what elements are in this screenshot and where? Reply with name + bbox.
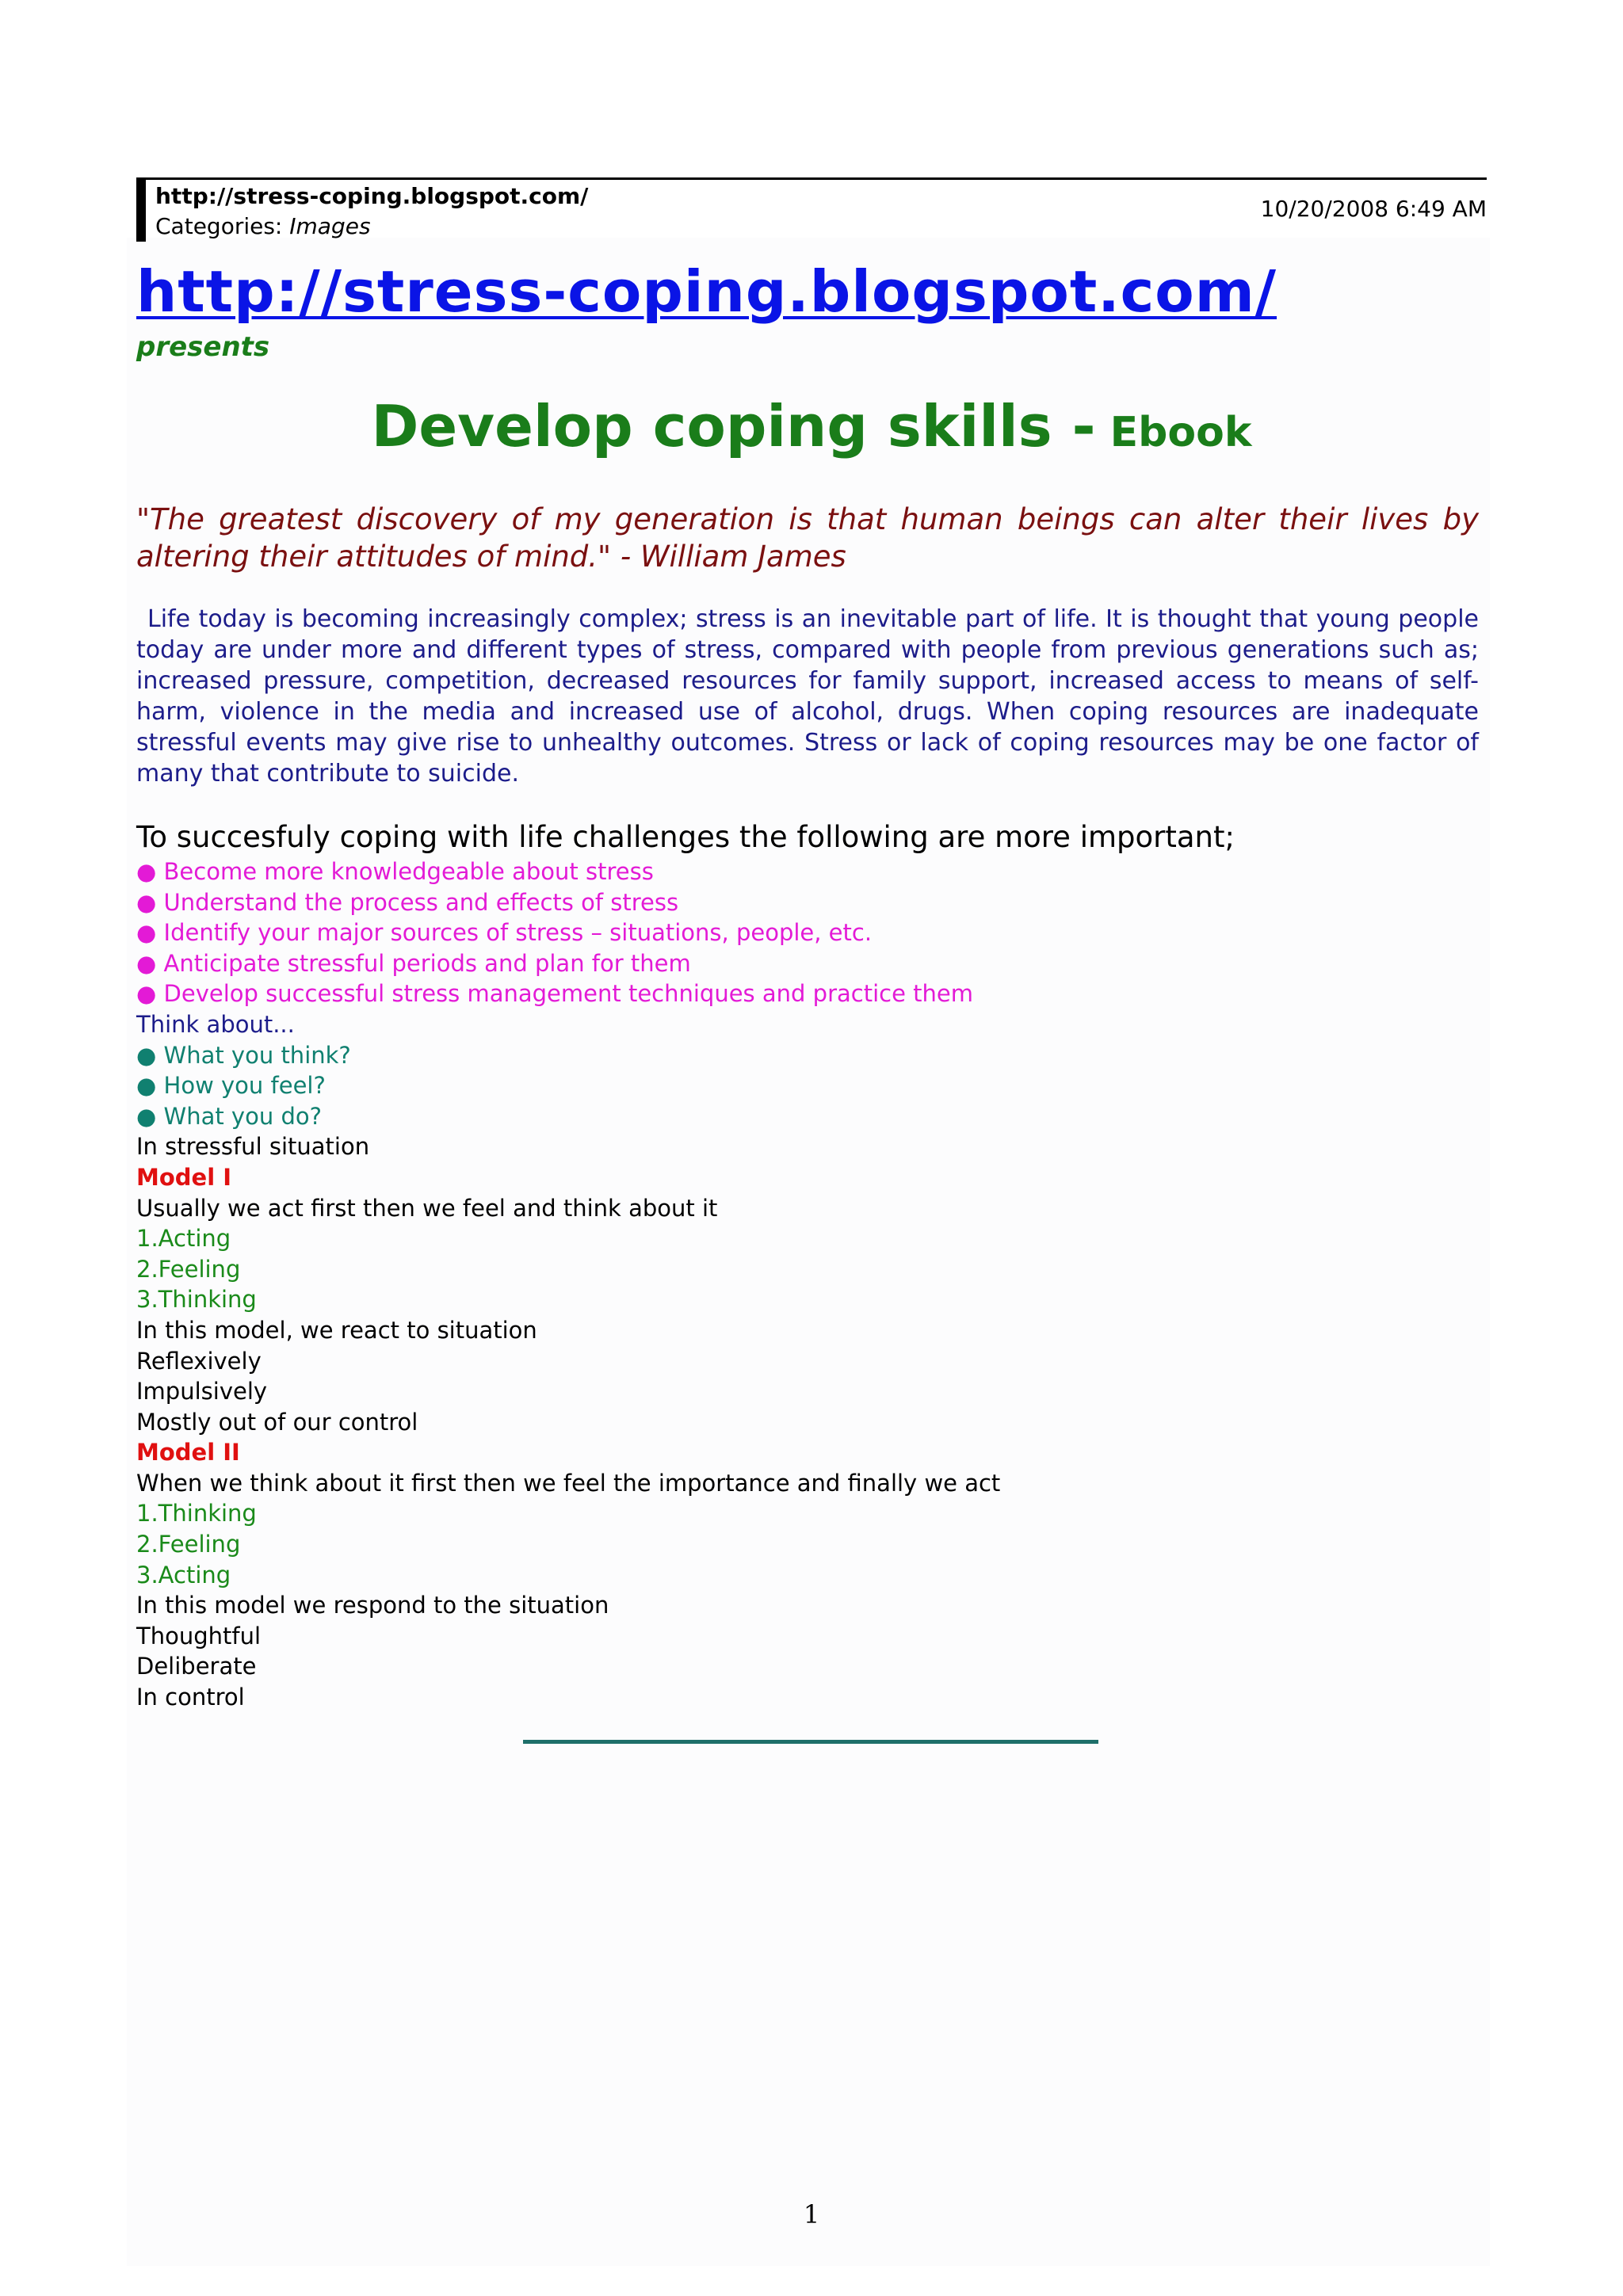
list-item: ● How you feel?	[136, 1072, 326, 1100]
page-title	[0, 393, 1623, 460]
categories-label: Categories:	[155, 213, 290, 239]
page-number: 1	[803, 2199, 820, 2229]
list-item: ● Anticipate stressful periods and plan for them	[136, 949, 691, 977]
list-item: ● What you do?	[136, 1102, 322, 1130]
model1-trait: Mostly out of our control	[136, 1408, 418, 1436]
header-url[interactable]: http://stress-coping.blogspot.com/	[155, 183, 589, 209]
header-timestamp: 10/20/2008 6:49 AM	[1260, 196, 1487, 222]
in-stressful-label: In stressful situation	[136, 1133, 370, 1161]
model2-trait: In control	[136, 1684, 245, 1711]
header-accent-bar	[136, 180, 146, 242]
content-lines	[136, 856, 1479, 1713]
model2-respond: In this model we respond to the situation	[136, 1592, 609, 1619]
title-dash: -	[1071, 393, 1096, 460]
site-link[interactable]: http://stress-coping.blogspot.com/	[136, 258, 1277, 325]
model2-trait: Deliberate	[136, 1653, 257, 1680]
header-categories	[155, 213, 371, 239]
model2-step: 3.Acting	[136, 1561, 231, 1589]
list-item: ● Identify your major sources of stress – situations, people, etc.	[136, 919, 873, 947]
horizontal-divider	[523, 1740, 1098, 1744]
model1-step: 1.Acting	[136, 1225, 231, 1253]
model1-step: 2.Feeling	[136, 1255, 241, 1283]
model2-step: 1.Thinking	[136, 1500, 257, 1527]
model2-trait: Thoughtful	[136, 1622, 262, 1650]
title-sub: Ebook	[1095, 409, 1252, 456]
list-item: ● Develop successful stress management techniques and practice them	[136, 980, 973, 1008]
categories-value[interactable]: Images	[289, 213, 371, 239]
post-header	[136, 177, 1487, 243]
model1-heading: Model I	[136, 1163, 232, 1191]
model2-step: 2.Feeling	[136, 1531, 241, 1558]
model1-trait: Impulsively	[136, 1378, 268, 1405]
list-item: ● Become more knowledgeable about stress	[136, 858, 654, 885]
intro-paragraph: Life today is becoming increasingly complex; stress is an inevitable part of life. It is thought that young people today are under more and different types of stress, compared with people from previous generations such as; increased pressure, competition, decreased resources for family support, increased access to means of self-harm, violence in the media and increased use of alcohol, drugs. When coping resources are inadequate stressful events may give rise to unhealthy outcomes. Stress or lack of coping resources may be one factor of many that contribute to suicide.	[136, 605, 1479, 788]
model1-desc: Usually we act first then we feel and think about it	[136, 1194, 718, 1222]
intro-heading: To succesfuly coping with life challenges the following are more important;	[136, 820, 1235, 854]
list-item: ● What you think?	[136, 1041, 351, 1069]
title-main: Develop coping skills	[371, 393, 1072, 460]
model1-step: 3.Thinking	[136, 1286, 257, 1314]
list-item: ● Understand the process and effects of stress	[136, 888, 679, 916]
model2-desc: When we think about it first then we feel the importance and finally we act	[136, 1469, 1001, 1497]
model1-react: In this model, we react to situation	[136, 1316, 537, 1344]
presents-label: presents	[136, 331, 270, 363]
quote: "The greatest discovery of my generation is that human beings can alter their lives by altering their attitudes of mind." - William James	[136, 502, 1479, 574]
model1-trait: Reflexively	[136, 1347, 262, 1375]
think-about-label: Think about...	[136, 1010, 295, 1038]
model2-heading: Model II	[136, 1439, 240, 1466]
